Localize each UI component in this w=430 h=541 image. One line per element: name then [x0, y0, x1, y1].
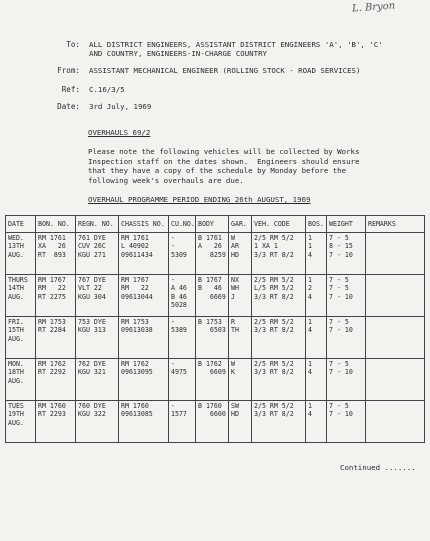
column-header: GAR. — [229, 216, 252, 233]
date-label: Date: — [57, 102, 80, 111]
column-header: CHASSIS NO. — [119, 216, 169, 233]
table-cell: 753 DYE KGU 313 — [76, 317, 119, 359]
table-header-row — [6, 216, 425, 233]
table-cell — [366, 401, 425, 443]
table-cell: THURS 14TH AUG. — [6, 275, 36, 317]
table-cell: 761 DYE CUV 26C KGU 271 — [76, 233, 119, 275]
table-cell: - 1577 — [169, 401, 196, 443]
table-cell: R TH — [229, 317, 252, 359]
to-label: To: — [66, 40, 80, 49]
column-header: BON. NO. — [36, 216, 76, 233]
from-sender: ASSISTANT MECHANICAL ENGINEER (ROLLING STOCK - ROAD SERVICES) — [89, 66, 361, 75]
overhaul-schedule-table — [5, 215, 425, 443]
table-cell — [366, 359, 425, 401]
table-cell: RM 1761 L 40902 09611434 — [119, 233, 169, 275]
table-cell: B 1767 B 46 6669 — [196, 275, 229, 317]
table-cell: 7 - 5 7 - 10 — [327, 359, 366, 401]
memo-date: 3rd July, 1969 — [89, 102, 152, 111]
table-cell: MON. 18TH AUG. — [6, 359, 36, 401]
table-cell: RM 1762 09613095 — [119, 359, 169, 401]
ref-number: C.16/3/5 — [89, 85, 125, 94]
table-cell: B 1762 6609 — [196, 359, 229, 401]
handwritten-signature: L. Bryon — [351, 0, 396, 15]
section-title: OVERHAULS 69/2 — [88, 128, 151, 137]
table-cell: RM 1761 XA 26 RT 893 — [36, 233, 76, 275]
table-cell: NX WH J — [229, 275, 252, 317]
table-cell: 1 2 4 — [306, 275, 327, 317]
column-header: VEH. CODE — [252, 216, 306, 233]
column-header: BOS. — [306, 216, 327, 233]
table-cell: TUES 19TH AUG. — [6, 401, 36, 443]
table-cell: 762 DYE KGU 321 — [76, 359, 119, 401]
ref-label: Ref: — [61, 85, 80, 94]
continued-note: Continued ....... — [340, 463, 416, 472]
table-cell: RM 1767 RM 22 RT 2275 — [36, 275, 76, 317]
table-cell: 7 - 5 7 - 10 — [327, 401, 366, 443]
programme-heading: OVERHAUL PROGRAMME PERIOD ENDING 26th AUGUST, 1969 — [88, 195, 311, 204]
table-cell — [366, 317, 425, 359]
table-cell: RM 1760 09613085 — [119, 401, 169, 443]
table-cell: B 1760 6600 — [196, 401, 229, 443]
table-cell: 2/5 RM 5/2 3/3 RT 8/2 — [252, 401, 306, 443]
from-label: From: — [57, 66, 80, 75]
table-cell: 2/5 RM 5/2 3/3 RT 8/2 — [252, 359, 306, 401]
table-row — [6, 401, 425, 443]
table-cell: W AR HD — [229, 233, 252, 275]
table-cell: B 1753 6503 — [196, 317, 229, 359]
table-cell: - - 5309 — [169, 233, 196, 275]
table-cell: 1 1 4 — [306, 233, 327, 275]
column-header: REGN. NO. — [76, 216, 119, 233]
table-cell: 767 DYE VLT 22 KGU 304 — [76, 275, 119, 317]
table-cell: 2/5 RM 5/2 1 XA 1 3/3 RT 8/2 — [252, 233, 306, 275]
table-cell: RM 1760 RT 2293 — [36, 401, 76, 443]
table-cell: 2/5 RM 5/2 L/5 RM 5/2 3/3 RT 8/2 — [252, 275, 306, 317]
column-header: CU.NO. — [169, 216, 196, 233]
table-cell: SW HD — [229, 401, 252, 443]
table-cell: 7 - 5 7 - 10 — [327, 317, 366, 359]
table-row — [6, 275, 425, 317]
table-cell: B 1761 A 26 8259 — [196, 233, 229, 275]
column-header: DATE — [6, 216, 36, 233]
table-cell: RM 1762 RT 2292 — [36, 359, 76, 401]
table-row — [6, 359, 425, 401]
table-cell: FRI. 15TH AUG. — [6, 317, 36, 359]
table-cell: 1 4 — [306, 359, 327, 401]
table-cell: 7 - 5 8 - 15 7 - 10 — [327, 233, 366, 275]
table-cell: WED. 13TH AUG. — [6, 233, 36, 275]
table-cell: 760 DYE KGU 322 — [76, 401, 119, 443]
table-cell: RM 1753 09613038 — [119, 317, 169, 359]
table-cell: 1 4 — [306, 401, 327, 443]
table-cell — [366, 275, 425, 317]
column-header: BODY — [196, 216, 229, 233]
to-recipients: ALL DISTRICT ENGINEERS, ASSISTANT DISTRICT ENGINEERS 'A', 'B', 'C' AND COUNTRY, ENGINEERS-IN-CHARGE COUNTRY — [89, 40, 383, 59]
table-row — [6, 233, 425, 275]
column-header: WEIGHT — [327, 216, 366, 233]
table-cell: RM 1753 RT 2284 — [36, 317, 76, 359]
table-cell: - 5389 — [169, 317, 196, 359]
table-cell: 2/5 RM 5/2 3/3 RT 8/2 — [252, 317, 306, 359]
table-cell: W K — [229, 359, 252, 401]
table-cell: RM 1767 RM 22 09613044 — [119, 275, 169, 317]
column-header: REMARKS — [366, 216, 425, 233]
table-cell: - 4975 — [169, 359, 196, 401]
table-cell: - A 46 B 46 5028 — [169, 275, 196, 317]
table-cell: 7 - 5 7 - 5 7 - 10 — [327, 275, 366, 317]
table-row — [6, 317, 425, 359]
table-cell: 1 4 — [306, 317, 327, 359]
table-cell — [366, 233, 425, 275]
instruction-paragraph: Please note the following vehicles will be collected by Works Inspection staff on the dates shown. Engineers should ensure that they have a copy of the schedule by Monday before the following week's overhauls are due. — [88, 147, 360, 185]
